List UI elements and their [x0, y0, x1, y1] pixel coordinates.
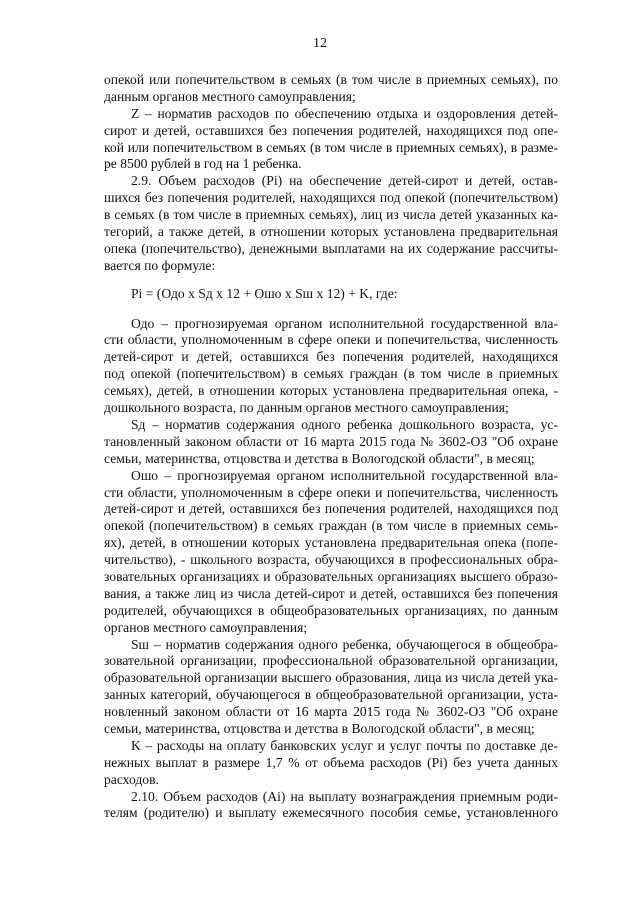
text-line: новленный законом области от 16 марта 2015 года № 3602-ОЗ "Об охране — [104, 704, 558, 720]
text-line: кой или попечительством в семьях (в том числе в приемных семьях), в разме- — [104, 139, 558, 155]
text-line: под опекой (попечительством) в семьях граждан (в том числе в приемных — [104, 366, 558, 382]
text-line: образовательной организации высшего образования, лица из числа детей ука- — [104, 670, 558, 686]
text-line: в семьях (в том числе в приемных семьях), лиц из числа детей указанных ка- — [104, 207, 558, 223]
text-line: ре 8500 рублей в год на 1 ребенка. — [104, 156, 302, 172]
text-line: семьи, материнства, отцовства и детства в Вологодской области", в месяц; — [104, 720, 535, 736]
text-line: детей-сирот и детей, оставшихся без попечения родителей, находящихся — [104, 349, 558, 365]
text-line: сирот и детей, оставшихся без попечения родителей, находящихся под опе- — [104, 122, 558, 138]
text-line: опека (попечительство), денежными выплатами на их содержание рассчиты- — [104, 240, 558, 256]
text-line: тегорий, а также детей, в отношении которых установлена предварительная — [104, 224, 558, 240]
text-line: родителей, обучающихся в общеобразовательных организациях, по данным — [104, 602, 558, 618]
text-line: детей-сирот и детей, оставшихся без попечения родителей, находящихся под — [104, 501, 558, 517]
text-line: расходов. — [104, 771, 159, 787]
text-line: данным органов местного самоуправления; — [104, 88, 356, 104]
text-line: чительство), - школьного возраста, обучающихся в профессиональных обра- — [104, 552, 558, 568]
text-line: органов местного самоуправления; — [104, 619, 308, 635]
text-line: Ошо – прогнозируемая органом исполнительной государственной вла- — [131, 467, 558, 483]
formula-line: Pi = (Одо x Sд x 12 + Ошо x Sш x 12) + K, где: — [131, 285, 398, 301]
text-line: опекой (попечительством) в семьях граждан (в том числе в приемных семь- — [104, 518, 558, 534]
text-line: 2.9. Объем расходов (Pi) на обеспечение детей-сирот и детей, остав- — [131, 173, 558, 189]
text-line: Sш – норматив содержания одного ребенка, обучающегося в общеобра- — [131, 636, 558, 652]
text-line: зовательной организации, профессиональной образовательной организации, — [104, 653, 558, 669]
text-line: опекой или попечительством в семьях (в том числе в приемных семьях), по — [104, 72, 558, 87]
text-line: Одо – прогнозируемая органом исполнительной государственной вла- — [131, 315, 558, 331]
text-line: ях), детей, в отношении которых установлена предварительная опека (попе- — [104, 535, 558, 551]
text-line: семьях), детей, в отношении которых установлена предварительная опека, - — [104, 383, 558, 399]
text-line: дошкольного возраста, по данным органов местного самоуправления; — [104, 400, 509, 416]
text-line: вается по формуле: — [104, 257, 216, 273]
text-line: тановленный законом области от 16 марта 2015 года № 3602-ОЗ "Об охране — [104, 433, 558, 449]
document-body — [104, 72, 558, 822]
text-line: Z – норматив расходов по обеспечению отдыха и оздоровления детей- — [131, 105, 558, 121]
text-line: шихся без попечения родителей, находящихся под опекой (попечительством) — [104, 190, 558, 206]
text-line: Sд – норматив содержания одного ребенка дошкольного возраста, ус- — [131, 416, 558, 432]
text-line: телям (родителю) и выплату ежемесячного пособия семье, установленного — [104, 805, 558, 821]
text-line: 2.10. Объем расходов (Ai) на выплату вознаграждения приемным роди- — [131, 788, 558, 804]
text-line: сти области, уполномоченным в сфере опеки и попечительства, численность — [104, 484, 558, 500]
text-line: нежных выплат в размере 1,7 % от объема расходов (Pi) без учета данных — [104, 754, 558, 770]
page-number: 12 — [313, 36, 327, 51]
text-line: семьи, материнства, отцовства и детства в Вологодской области", в месяц; — [104, 450, 535, 466]
text-line: сти области, уполномоченным в сфере опеки и попечительства, численность — [104, 332, 558, 348]
text-line: зовательных организациях и образовательных организациях высшего образо- — [104, 568, 558, 584]
text-line: K – расходы на оплату банковских услуг и услуг почты по доставке де- — [131, 737, 558, 753]
text-line: занных категорий, обучающегося в общеобразовательной организации, уста- — [104, 687, 558, 703]
text-line: вания, а также лиц из числа детей-сирот и детей, оставшихся без попечения — [104, 585, 558, 601]
